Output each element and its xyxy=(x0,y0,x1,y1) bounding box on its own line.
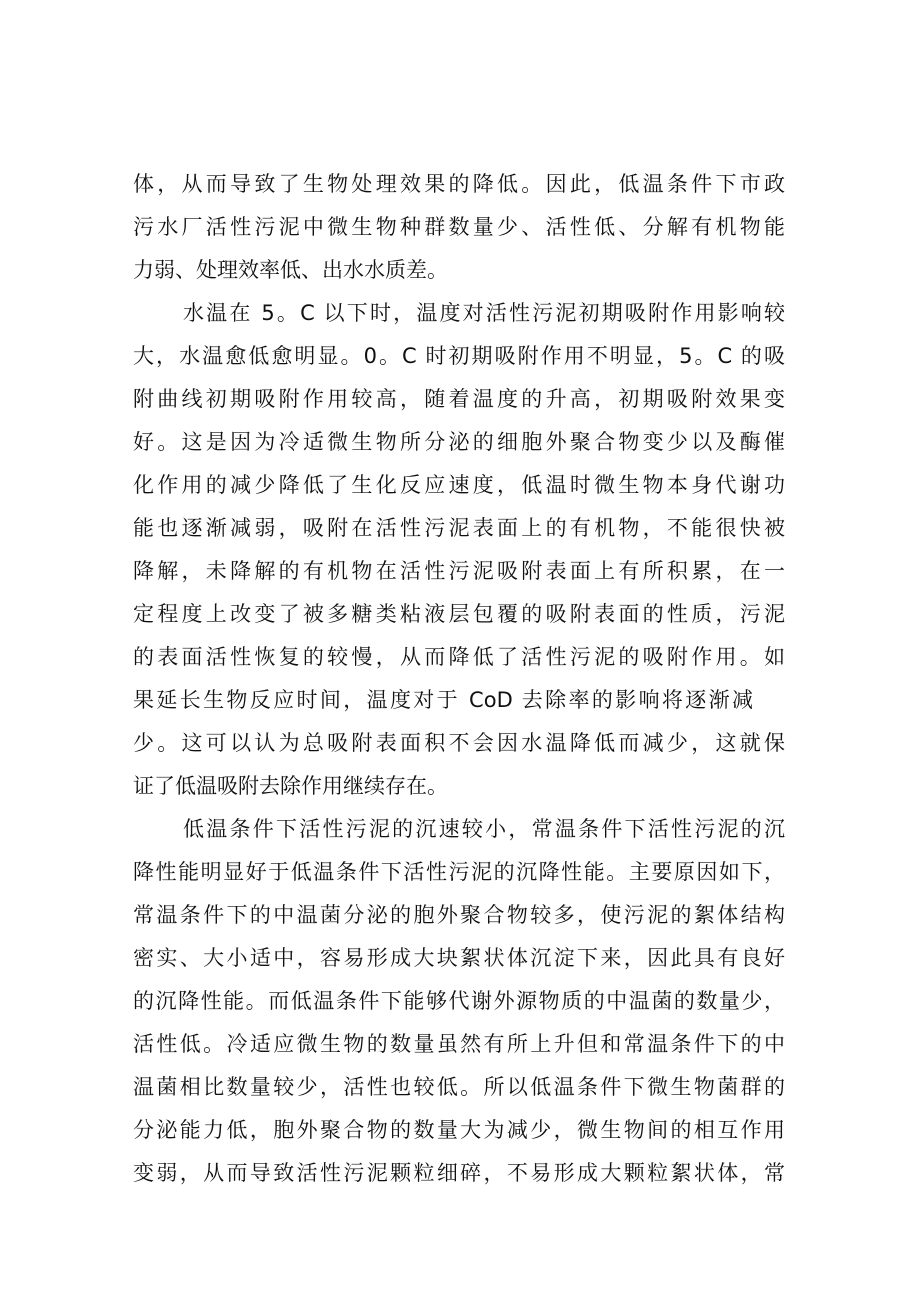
text-line: 化作用的减少降低了生化反应速度，低温时微生物本身代谢功 xyxy=(133,473,785,497)
text-line: 活性低。冷适应微生物的数量虽然有所上升但和常温条件下的中 xyxy=(133,1032,785,1056)
text-line: 好。这是因为冷适微生物所分泌的细胞外聚合物变少以及酶催 xyxy=(133,430,785,454)
text-line: 分泌能力低，胞外聚合物的数量大为减少，微生物间的相互作用 xyxy=(133,1118,785,1142)
text-line: 水温在 5。C 以下时，温度对活性污泥初期吸附作用影响较 xyxy=(183,301,785,325)
paragraph-3 xyxy=(133,808,785,1195)
text-line: 定程度上改变了被多糖类粘液层包覆的吸附表面的性质，污泥 xyxy=(133,602,785,626)
body-text xyxy=(133,163,785,1195)
text-line: 密实、大小适中，容易形成大块絮状体沉淀下来，因此具有良好 xyxy=(133,946,785,970)
text-line: 大，水温愈低愈明显。0。C 时初期吸附作用不明显，5。C 的吸 xyxy=(133,344,785,368)
text-line: 降解，未降解的有机物在活性污泥吸附表面上有所积累，在一 xyxy=(133,559,785,583)
text-line: 降性能明显好于低温条件下活性污泥的沉降性能。主要原因如下， xyxy=(133,860,785,884)
paragraph-1 xyxy=(133,163,785,292)
text-line: 变弱，从而导致活性污泥颗粒细碎，不易形成大颗粒絮状体，常 xyxy=(133,1161,785,1185)
text-line: 常温条件下的中温菌分泌的胞外聚合物较多，使污泥的絮体结构 xyxy=(133,903,785,927)
text-line: 力弱、处理效率低、出水水质差。 xyxy=(133,258,448,282)
text-line: 的表面活性恢复的较慢，从而降低了活性污泥的吸附作用。如 xyxy=(133,645,785,669)
text-line: 污水厂活性污泥中微生物种群数量少、活性低、分解有机物能 xyxy=(133,215,785,239)
text-line: 少。这可以认为总吸附表面积不会因水温降低而减少，这就保 xyxy=(133,731,785,755)
text-line: 温菌相比数量较少，活性也较低。所以低温条件下微生物菌群的 xyxy=(133,1075,785,1099)
text-line: 低温条件下活性污泥的沉速较小，常温条件下活性污泥的沉 xyxy=(183,817,785,841)
text-line: 附曲线初期吸附作用较高，随着温度的升高，初期吸附效果变 xyxy=(133,387,785,411)
text-line: 的沉降性能。而低温条件下能够代谢外源物质的中温菌的数量少， xyxy=(133,989,785,1013)
text-line: 证了低温吸附去除作用继续存在。 xyxy=(133,774,448,798)
text-line: 体，从而导致了生物处理效果的降低。因此，低温条件下市政 xyxy=(133,172,785,196)
paragraph-2 xyxy=(133,292,785,808)
text-line: 能也逐渐减弱，吸附在活性污泥表面上的有机物，不能很快被 xyxy=(133,516,785,540)
text-line: 果延长生物反应时间，温度对于 CoD 去除率的影响将逐渐减 xyxy=(133,688,753,712)
